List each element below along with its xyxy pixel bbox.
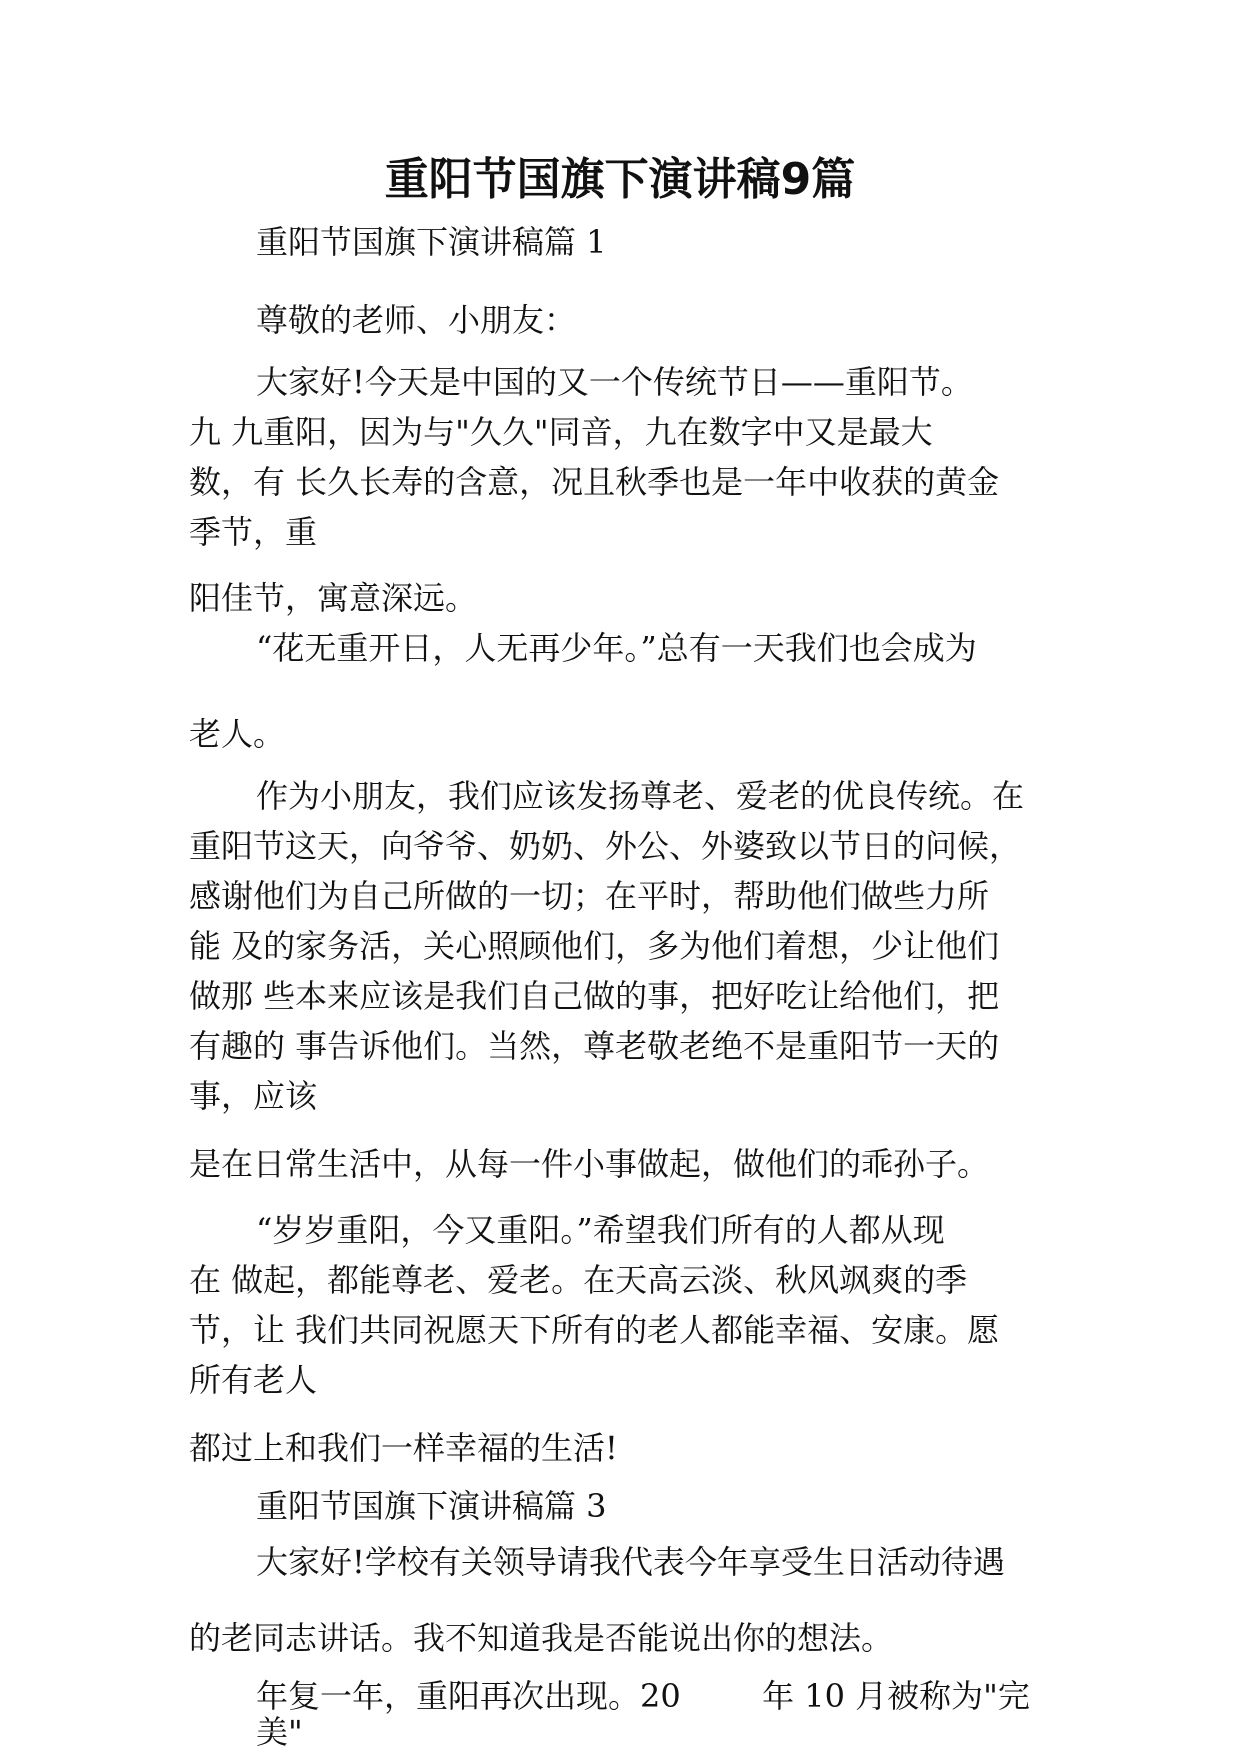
paragraph-line: 九 九重阳，因为与"久久"同音，九在数字中又是最大 bbox=[189, 413, 933, 451]
paragraph-line: 大家好!今天是中国的又一个传统节日——重阳节。 bbox=[256, 363, 973, 401]
paragraph-line: 季节，重 bbox=[189, 513, 318, 551]
paragraph-line: 节，让 我们共同祝愿天下所有的老人都能幸福、安康。愿 bbox=[189, 1311, 1000, 1349]
paragraph-line: 作为小朋友，我们应该发扬尊老、爱老的优良传统。在 bbox=[256, 777, 1025, 815]
paragraph-line: 所有老人 bbox=[189, 1361, 318, 1399]
paragraph-line: 的老同志讲话。我不知道我是否能说出你的想法。 bbox=[189, 1619, 894, 1657]
paragraph-line: 感谢他们为自己所做的一切；在平时，帮助他们做些力所 bbox=[189, 877, 990, 915]
paragraph-line: 重阳节这天，向爷爷、奶奶、外公、外婆致以节日的问候， bbox=[189, 827, 1022, 865]
paragraph-line: 老人。 bbox=[189, 715, 286, 753]
paragraph-line: 大家好!学校有关领导请我代表今年享受生日活动待遇 bbox=[256, 1543, 1005, 1581]
document-title: 重阳节国旗下演讲稿9篇 bbox=[384, 154, 856, 205]
salutation: 尊敬的老师、小朋友： bbox=[256, 301, 577, 339]
paragraph-line: 能 及的家务活，关心照顾他们，多为他们着想，少让他们 bbox=[189, 927, 1000, 965]
paragraph-line: 是在日常生活中，从每一件小事做起，做他们的乖孙子。 bbox=[189, 1145, 990, 1183]
paragraph-line: 数，有 长久长寿的含意，况且秋季也是一年中收获的黄金 bbox=[189, 463, 1000, 501]
paragraph-line: “花无重开日，人无再少年。”总有一天我们也会成为 bbox=[256, 629, 977, 667]
section-heading-1: 重阳节国旗下演讲稿篇 1 bbox=[256, 223, 607, 261]
paragraph-line: 事，应该 bbox=[189, 1077, 318, 1115]
paragraph-line: 美" bbox=[256, 1713, 303, 1751]
paragraph-line: 都过上和我们一样幸福的生活! bbox=[189, 1429, 618, 1467]
paragraph-line: “岁岁重阳，今又重阳。”希望我们所有的人都从现 bbox=[256, 1211, 945, 1249]
paragraph-line: 做那 些本来应该是我们自己做的事，把好吃让给他们，把 bbox=[189, 977, 1000, 1015]
paragraph-line: 在 做起，都能尊老、爱老。在天高云淡、秋风飒爽的季 bbox=[189, 1261, 968, 1299]
section-heading-3: 重阳节国旗下演讲稿篇 3 bbox=[256, 1487, 607, 1525]
paragraph-line: 阳佳节，寓意深远。 bbox=[189, 579, 478, 617]
paragraph-line: 有趣的 事告诉他们。当然，尊老敬老绝不是重阳节一天的 bbox=[189, 1027, 1000, 1065]
paragraph-line: 年复一年，重阳再次出现。20 年 10 月被称为"完 bbox=[256, 1677, 1030, 1715]
